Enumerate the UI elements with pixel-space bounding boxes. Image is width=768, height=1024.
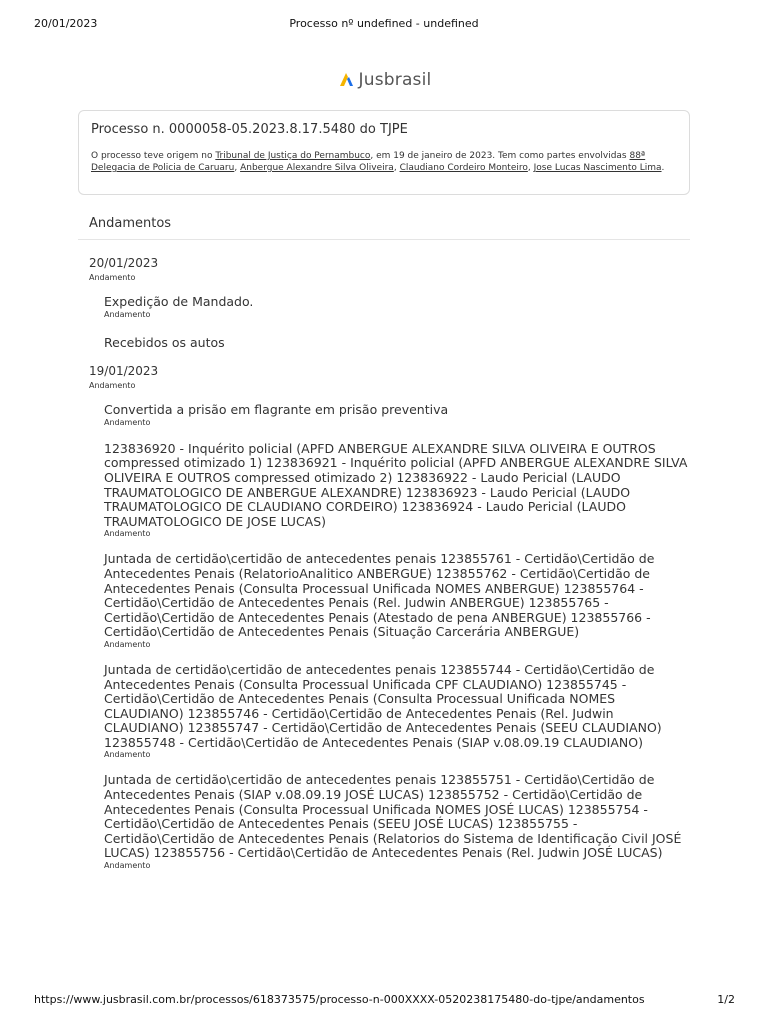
separator: , xyxy=(393,163,400,173)
timeline-entry xyxy=(104,295,689,320)
section-title: Andamentos xyxy=(89,216,172,231)
process-description xyxy=(91,150,677,174)
timeline-entry xyxy=(104,773,689,871)
party-link[interactable]: 88ª Delegacia de Policia de Caruaru xyxy=(91,151,646,173)
party-link[interactable]: Claudiano Cordeiro Monteiro xyxy=(399,163,528,173)
entry-label: Andamento xyxy=(104,639,151,649)
print-header xyxy=(0,17,768,31)
section-divider xyxy=(78,239,690,240)
entry-text: Juntada de certidão\certidão de antecedentes penais 123855751 - Certidão\Certidão de Antecedentes Penais (SIAP v.08.09.19 JOSÉ LUCAS) 123855752 - Certidão\Certidão de Antecedentes Penais (Consulta Processual Unificada NOMES JOSÉ LUCAS) 123855754 - Certidão\Certidão de Antecedentes Penais (SEEU JOSÉ LUCAS) 123855755 - Certidão\Certidão de Antecedentes Penais (Relatorios do Sistema de Identificação Civil JOSÉ LUCAS) 123855756 - Certidão\Certidão de Antecedentes Penais (Rel. Judwin JOSÉ LUCAS) xyxy=(104,772,682,861)
party-link[interactable]: Jose Lucas Nascimento Lima xyxy=(533,163,662,173)
entry-label: Andamento xyxy=(104,309,151,319)
entry-text: Recebidos os autos xyxy=(104,334,225,350)
separator: , xyxy=(527,163,534,173)
timeline xyxy=(89,256,689,875)
timeline-entry xyxy=(104,552,689,650)
separator: , xyxy=(234,163,241,173)
entry-label: Andamento xyxy=(104,529,151,539)
timeline-entry xyxy=(104,403,689,428)
brand-logo[interactable] xyxy=(0,70,768,93)
entry-label: Andamento xyxy=(104,861,151,871)
party-link[interactable]: Anbergue Alexandre Silva Oliveira xyxy=(240,163,394,173)
day-date: 20/01/2023 xyxy=(89,256,159,270)
process-title: Processo n. 0000058-05.2023.8.17.5480 do TJPE xyxy=(91,122,408,137)
entry-text: Convertida a prisão em flagrante em prisão preventiva xyxy=(104,402,449,418)
entry-text: Expedição de Mandado. xyxy=(104,294,254,309)
jusbrasil-logo-icon xyxy=(337,71,355,89)
entry-text: 123836920 - Inquérito policial (APFD ANBERGUE ALEXANDRE SILVA OLIVEIRA E OUTROS compressed otimizado 1) 123836921 - Inquérito policial (APFD ANBERGUE ALEXANDRE SILVA OLIVEIRA E OUTROS compressed otimizado 2) 123836922 - Laudo Pericial (LAUDO TRAUMATOLOGICO DE ANBERGUE ALEXANDRE) 123836923 - Laudo Pericial (LAUDO TRAUMATOLOGICO DE CLAUDIANO CORDEIRO) 123836924 - Laudo Pericial (LAUDO TRAUMATOLOGICO DE JOSE LUCAS) xyxy=(104,440,688,529)
entry-text: Juntada de certidão\certidão de antecedentes penais 123855761 - Certidão\Certidão de Antecedentes Penais (RelatorioAnalitico ANBERGUE) 123855762 - Certidão\Certidão de Antecedentes Penais (Consulta Processual Unificada NOMES ANBERGUE) 123855764 - Certidão\Certidão de Antecedentes Penais (Rel. Judwin ANBERGUE) 123855765 - Certidão\Certidão de Antecedentes Penais (Atestado de pena ANBERGUE) 123855766 - Certidão\Certidão de Antecedentes Penais (Situação Carcerária ANBERGUE) xyxy=(104,551,655,640)
entry-text: Juntada de certidão\certidão de antecedentes penais 123855744 - Certidão\Certidão de Antecedentes Penais (Consulta Processual Unificada CPF CLAUDIANO) 123855745 - Certidão\Certidão de Antecedentes Penais (Consulta Processual Unificada NOMES CLAUDIANO) 123855746 - Certidão\Certidão de Antecedentes Penais (Rel. Judwin CLAUDIANO) 123855747 - Certidão\Certidão de Antecedentes Penais (SEEU CLAUDIANO) 123855748 - Certidão\Certidão de Antecedentes Penais (SIAP v.08.09.19 CLAUDIANO) xyxy=(104,661,662,750)
entry-label: Andamento xyxy=(89,381,136,391)
print-date: 20/01/2023 xyxy=(34,17,98,30)
day-date: 19/01/2023 xyxy=(89,364,159,379)
timeline-day xyxy=(89,256,689,350)
timeline-entry xyxy=(104,442,689,540)
page-number: 1/2 xyxy=(717,993,735,1006)
description-end: . xyxy=(661,163,665,173)
timeline-entry xyxy=(104,663,689,761)
entry-label: Andamento xyxy=(89,273,136,282)
entry-label: Andamento xyxy=(104,417,151,427)
entry-label: Andamento xyxy=(104,750,151,760)
description-prefix: O processo teve origem no xyxy=(91,151,216,161)
description-middle: , em 19 de janeiro de 2023. Tem como partes envolvidas xyxy=(370,151,630,161)
print-title: Processo nº undefined - undefined xyxy=(289,17,479,30)
process-summary-card xyxy=(78,110,690,195)
brand-name: Jusbrasil xyxy=(358,70,432,90)
timeline-day xyxy=(89,364,689,871)
court-link[interactable]: Tribunal de Justiça do Pernambuco xyxy=(215,151,371,161)
page-url[interactable]: https://www.jusbrasil.com.br/processos/618373575/processo-n-000XXXX-0520238175480-do-tjpe/andamentos xyxy=(34,993,645,1006)
timeline-entry xyxy=(104,336,689,351)
